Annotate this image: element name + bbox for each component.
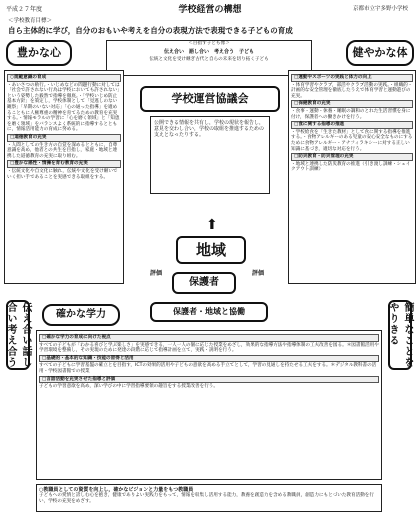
motto-caption: ＜学校教育目標＞ <box>8 18 53 24</box>
left-sec1-head: ○規範意識の育成 <box>7 74 121 82</box>
goal-caption: ＜目指す子ども像＞ <box>188 41 230 46</box>
left-sec2-head: □道徳教育の充実 <box>7 134 121 142</box>
right-sec4-head: □防災教育・防災管理の充実 <box>291 153 413 161</box>
evaluation-label-left: 評価 <box>150 270 163 277</box>
bottom-sec2-head: □基礎的・基本的な知識・技能の習得と活用 <box>39 355 379 363</box>
pillar-body: 健やかな体 <box>346 40 414 66</box>
right-sec4-body: ・地域と連携した防災教育の推進（引き渡し訓練・シェイクアウト訓練） <box>291 161 411 173</box>
council-description-box <box>150 116 270 194</box>
right-sec2-body: ・食事・運動・休養・睡眠の調和のとれた生活習慣を身に付け，保護者への働きかけを行う。 <box>291 108 411 120</box>
bottom-sec1-head: □確かな学力の育成に向けた視点 <box>39 334 379 342</box>
goal-line2: 伝統と文化を受け継ぎ古代と自らの未来を切り拓く子ども <box>149 56 269 62</box>
footer-box <box>36 484 382 512</box>
footer-title: ○教職員としての資質を向上し，確かなビジョンと力量をもつ教職員 <box>39 487 194 493</box>
left-sec2-body: ・人間としての生き方の自覚を深めるとともに，自尊意識を高め，他者との共生を目指し，家庭・地域と連携した道徳教育の充実に取り組む。 <box>7 142 118 159</box>
footer-body: 子どもへの愛情と誇しむ心を抱き，健康でありよい実践力をもって，情報を収集し活用する能力，教養を創造力を含める教職員，創造力にもとづいた教育活動を行い，学校の充実をめざす。 <box>39 493 374 504</box>
bottom-sec2-body: すべての子どもに学習基盤の確立とを目指す，ICTの効果的活用や子どもの意欲を高める手立てとして，学習の見通しを持たせる工夫をする。＊デジタル教科書の活用・学校図書館での授業 <box>39 363 377 374</box>
right-sec3-body: ・学校給食を「生きた教材」として食に関する指導を推進する。・食物アレルギーのある児童の安心安全なものにするために食物アレルギー・アナフィラキシーに対する正しい知識に基づき，適切な対応を行う。 <box>291 129 413 152</box>
pillar-heart: 豊かな心 <box>6 40 72 66</box>
left-sec3-body: ・伝統文化や自文化に触れ，伝統や文化を受け継いでいく担い手であることを実感できる取組をする。 <box>7 168 118 180</box>
right-sec3-head: □食に関する指導の推進 <box>291 121 413 129</box>
evaluation-label-right: 評価 <box>252 270 265 277</box>
page-title: 学校経営の構想 <box>178 5 242 15</box>
council-title: 学校運営協議会 <box>140 86 280 112</box>
arrow-up-icon: ⬆ <box>206 217 218 233</box>
right-column <box>288 70 416 284</box>
side-pillar-right <box>388 300 412 370</box>
council-description: 公開できる情報を共有し，学校の現状を報告し，意見を交わし合い，学校の取組を推進するための支えとなったりする。 <box>154 120 265 139</box>
left-sec1-body: ・あいさつの励行。・いじめなどの問題行動に対しては「社会で許されない行為は学校においても許されない」という姿勢した毅然で指導を徹底。・「学校いじめ防止基本方針」を策定し，学校体制として「見逃しのない観察」「早期のいない対応」「心の通った指導」を適めることもに人権尊重の精神を育てるための教育を充実する。・情報モラルの学習に「心を磨く領域」と「知恵を磨く領域」をバランスよく系統的に指導するとともに，情報活用能力の育成に努める。 <box>7 82 120 133</box>
bottom-section <box>36 330 382 480</box>
side-pillar-left-text: 伝え合い話し合い考え合う <box>5 302 31 368</box>
bottom-sec1-body: すべての子どもが「わかる喜びと学ぶ楽しさ」を実感できる，一人一人の個に応じた授業をめざし，効果的な指導方法や指導体制の工夫改善を図る。＊図書館活用や学習環境を整備し，その実現のために発達の段階に応じて指導計画を立て，実践・説明を行う。 <box>39 342 379 354</box>
motto-text: 自ら主体的に学び，自分のおもいや考えを自分の表現方法で表現できる子どもの育成 <box>8 26 293 35</box>
pillar-academic: 確かな学力 <box>42 304 120 326</box>
left-column <box>4 70 124 284</box>
goal-box <box>106 40 312 76</box>
school-name: 京都市立宇多野小学校 <box>352 6 408 12</box>
side-pillar-right-text: 簡単なことをやりきる <box>387 302 413 368</box>
bottom-sec3-head: □言語活動を充実させた指導と評価 <box>39 376 379 384</box>
fiscal-year: 平成２７年度 <box>6 6 43 13</box>
side-pillar-left <box>6 300 30 370</box>
partnership-label: 保護者・地域と協働 <box>150 302 268 322</box>
guardian-label: 保護者 <box>172 272 236 294</box>
left-sec3-head: □豊かな感性・情操を育む教育の充実 <box>7 160 121 168</box>
community-label: 地域 <box>176 236 246 264</box>
right-sec1-body: ・体育学習やクラブ，部活やクラブ活動の実践。・組織的・計画的な安全管理を徹底したうえで体育学習と運動遊びの充実。 <box>291 82 413 99</box>
right-sec2-head: □保健教育の充実 <box>291 100 413 108</box>
goal-line1: 伝え合い 語し合い 考え合う 子ども <box>163 48 254 55</box>
right-sec1-head: □運動やスポーツの実践と体力の向上 <box>291 74 413 82</box>
bottom-sec3-body: 子どもの学習意欲を高め，深い学びの中に学習指導要領の趣旨をする授業改善を行う。 <box>39 384 218 390</box>
